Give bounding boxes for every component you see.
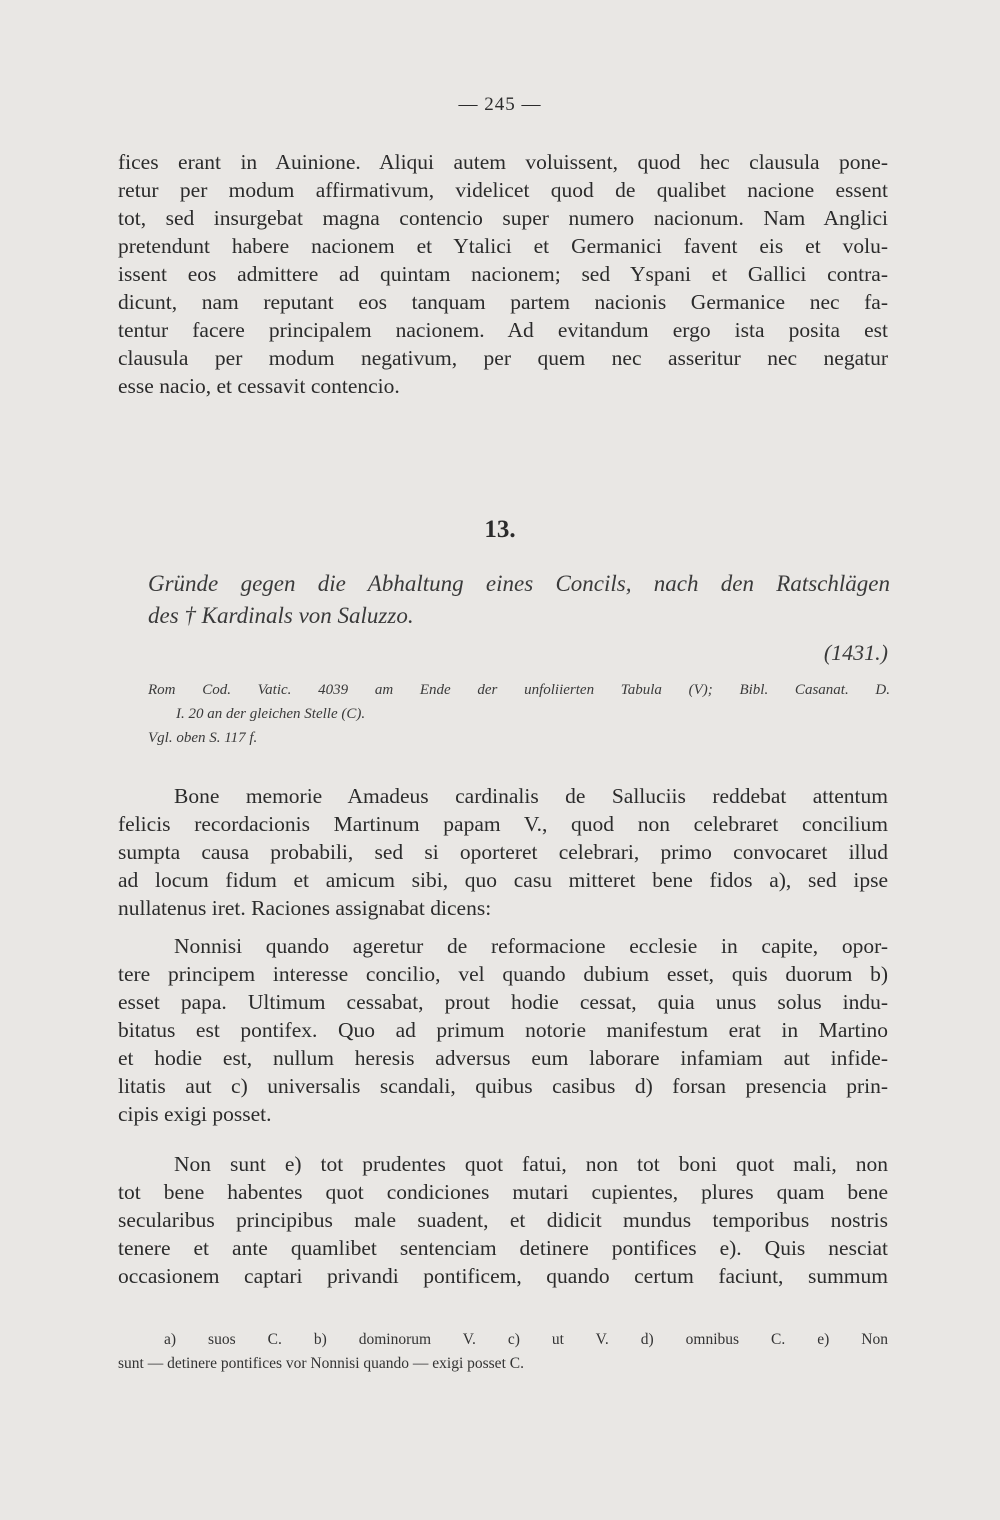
text-line: dicunt, nam reputant eos tanquam partem nacionis Germanice nec fa- <box>118 290 888 314</box>
text-line: tentur facere principalem nacionem. Ad evitandum ergo ista posita est <box>118 318 888 342</box>
paragraph-1 <box>118 148 888 400</box>
text-line: tenere et ante quamlibet sentenciam detinere pontifices e). Quis nesciat <box>118 1236 888 1260</box>
text-line: Bone memorie Amadeus cardinalis de Salluciis reddebat attentum <box>174 784 888 808</box>
text-line: secularibus principibus male suadent, et didicit mundus temporibus nostris <box>118 1208 888 1232</box>
text-line: tot bene habentes quot condiciones mutari cupientes, plures quam bene <box>118 1180 888 1204</box>
text-line: et hodie est, nullum heresis adversus eum laborare infamiam aut infide- <box>118 1046 888 1070</box>
source-note-line: I. 20 an der gleichen Stelle (C). <box>176 706 366 722</box>
footnote-line: a) suos C. b) dominorum V. c) ut V. d) omnibus C. e) Non <box>164 1331 888 1348</box>
section-title-line: Gründe gegen die Abhaltung eines Concils, nach den Ratschlägen <box>148 571 890 596</box>
paragraph-2 <box>118 782 888 922</box>
section-title-line: des † Kardinals von Saluzzo. <box>148 603 414 628</box>
page-header: — 245 — <box>458 94 542 115</box>
paragraph-4 <box>118 1150 888 1290</box>
text-line: issent eos admittere ad quintam nacionem; sed Yspani et Gallici contra- <box>118 262 888 286</box>
paragraph-3 <box>118 932 888 1128</box>
text-line: ad locum fidum et amicum sibi, quo casu mitteret bene fidos a), sed ipse <box>118 868 888 892</box>
text-line: esset papa. Ultimum cessabat, prout hodie cessat, quia unus solus indu- <box>118 990 888 1014</box>
text-line: esse nacio, et cessavit contencio. <box>118 374 400 398</box>
footnote-line: sunt — detinere pontifices vor Nonnisi quando — exigi posset C. <box>118 1355 524 1372</box>
section-number: 13. <box>484 516 516 543</box>
text-line: sumpta causa probabili, sed si oporteret celebrari, primo convocaret illud <box>118 840 888 864</box>
text-line: Non sunt e) tot prudentes quot fatui, non tot boni quot mali, non <box>174 1152 888 1176</box>
section-title <box>148 568 890 632</box>
text-line: retur per modum affirmativum, videlicet quod de qualibet nacione essent <box>118 178 888 202</box>
source-note-line: Vgl. oben S. 117 f. <box>148 730 258 746</box>
text-line: felicis recordacionis Martinum papam V., quod non celebraret concilium <box>118 812 888 836</box>
source-note <box>148 678 890 750</box>
text-line: clausula per modum negativum, per quem nec asseritur nec negatur <box>118 346 888 370</box>
text-line: tot, sed insurgebat magna contencio super numero nacionum. Nam Anglici <box>118 206 888 230</box>
source-note-line: Rom Cod. Vatic. 4039 am Ende der unfoliierten Tabula (V); Bibl. Casanat. D. <box>148 682 890 698</box>
text-line: tere principem interesse concilio, vel quando dubium esset, quis duorum b) <box>118 962 888 986</box>
text-line: pretendunt habere nacionem et Ytalici et Germanici favent eis et volu- <box>118 234 888 258</box>
text-line: litatis aut c) universalis scandali, quibus casibus d) forsan presencia prin- <box>118 1074 888 1098</box>
text-line: bitatus est pontifex. Quo ad primum notorie manifestum erat in Martino <box>118 1018 888 1042</box>
text-line: cipis exigi posset. <box>118 1102 272 1126</box>
footnotes <box>118 1328 888 1376</box>
text-line: Nonnisi quando ageretur de reformacione ecclesie in capite, opor- <box>174 934 888 958</box>
text-line: fices erant in Auinione. Aliqui autem voluissent, quod hec clausula pone- <box>118 150 888 174</box>
section-date: (1431.) <box>823 640 888 665</box>
text-line: occasionem captari privandi pontificem, quando certum faciunt, summum <box>118 1264 888 1288</box>
text-line: nullatenus iret. Raciones assignabat dicens: <box>118 896 492 920</box>
